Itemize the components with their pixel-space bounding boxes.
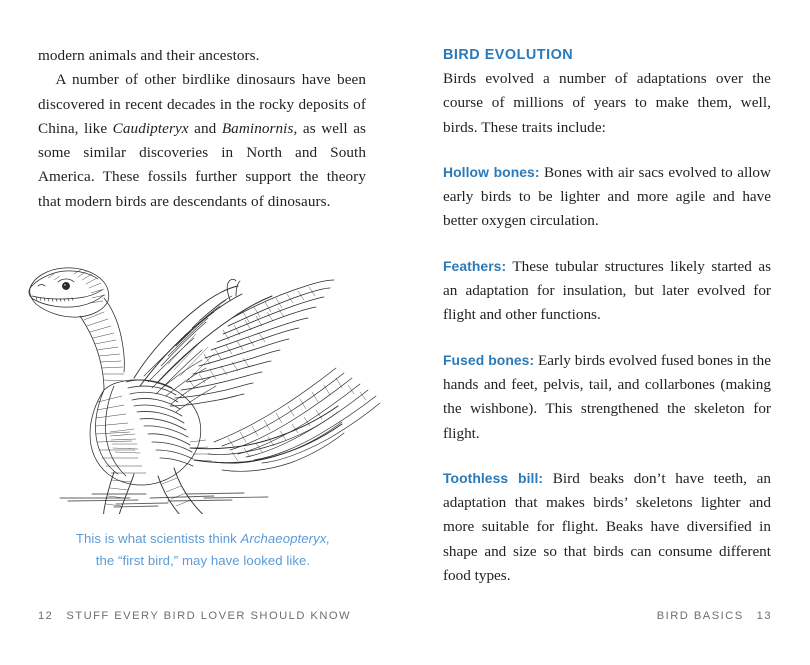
footer-left — [38, 610, 351, 622]
trait-text-fused-bones: Early birds evolved fused bones in the hands and feet, pelvis, tail, and collarbones (making the wishbone). This strengthened the skeleton for flight. — [443, 351, 771, 442]
archaeopteryx-engraving — [18, 236, 388, 514]
figure-caption — [38, 528, 368, 572]
spacer — [443, 446, 771, 466]
running-head-left: STUFF EVERY BIRD LOVER SHOULD KNOW — [66, 610, 352, 622]
paragraph-birdlike-dinosaurs — [38, 68, 366, 214]
paragraph-intro: Birds evolved a number of adaptations over the course of millions of years to make them, well, birds. These traits include: — [443, 70, 771, 136]
running-head-right: BIRD BASICS — [656, 610, 744, 622]
section-heading-bird-evolution: BIRD EVOLUTION — [443, 47, 574, 63]
left-column — [38, 44, 366, 214]
trait-fused-bones — [443, 348, 771, 446]
trait-label-toothless-bill: Toothless bill: — [443, 469, 544, 486]
paragraph-continued: modern animals and their ancestors. — [38, 47, 260, 64]
trait-toothless-bill — [443, 466, 771, 588]
trait-feathers — [443, 254, 771, 328]
archaeopteryx-illustration — [18, 236, 388, 514]
text-run: A number of other birdlike dinosaurs have been discovered in recent decades in the rocky deposits of China, like — [38, 71, 366, 137]
caption-taxon-archaeopteryx: Archaeopteryx, — [240, 531, 331, 546]
head-group — [29, 268, 109, 317]
ground-shadow — [60, 493, 268, 507]
trait-label-hollow-bones: Hollow bones: — [443, 163, 540, 180]
right-column — [443, 44, 771, 588]
trait-text-toothless-bill: Bird beaks don’t have teeth, an adaptation that makes birds’ skeletons lighter and more suitable for flight. Beaks have diversified in shape and size so that birds can consume different food types. — [443, 469, 771, 585]
spacer — [443, 328, 771, 348]
text-run: and — [188, 119, 222, 137]
taxon-baminornis: Baminornis — [221, 119, 294, 137]
caption-line-1-text: This is what scientists think — [75, 531, 241, 546]
caption-line-2: the “first bird,” may have looked like. — [95, 553, 311, 568]
torso-group — [90, 380, 201, 485]
trait-label-feathers: Feathers: — [443, 257, 507, 274]
wing-near — [158, 279, 334, 412]
trait-hollow-bones — [443, 160, 771, 234]
trait-label-fused-bones: Fused bones: — [443, 351, 535, 368]
spacer — [443, 140, 771, 160]
folio-left: 12 — [38, 610, 54, 622]
trait-text-hollow-bones: Bones with air sacs evolved to allow early birds to be lighter and more agile and have better oxygen circulation. — [443, 163, 771, 230]
trait-text-feathers: These tubular structures likely started as an adaptation for insulation, but later evolved for flight and other functions. — [443, 257, 771, 324]
text-run: , as well as some similar discoveries in North and South America. These fossils further support the theory that modern birds are descendants of dinosaurs. — [38, 119, 366, 210]
spacer — [443, 234, 771, 254]
folio-right: 13 — [756, 610, 772, 622]
taxon-caudipteryx: Caudipteryx — [112, 119, 189, 137]
footer-right — [657, 610, 772, 622]
